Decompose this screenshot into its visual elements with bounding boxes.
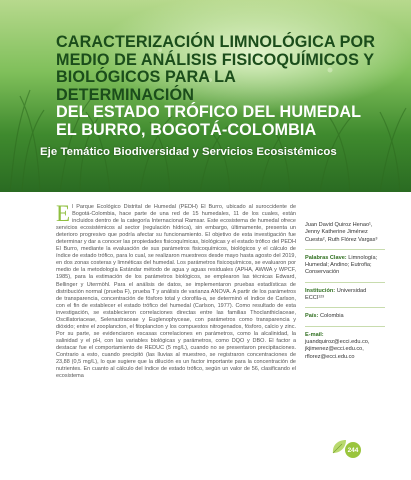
- email-label: E-mail:: [305, 331, 324, 338]
- country-text: Colombia: [319, 313, 344, 320]
- thematic-axis-subtitle: Eje Temático Biodiversidad y Servicios Ecosistémicos: [40, 146, 337, 158]
- author-info-sidebar: [305, 222, 385, 371]
- country-block: [305, 313, 385, 326]
- hero-banner-image: [0, 0, 411, 192]
- title-line-3: BIOLÓGICOS PARA LA DETERMINACIÓN: [56, 68, 236, 104]
- institution-text: Universidad ECCI¹²³: [305, 287, 367, 302]
- email-text: juandquiroz@ecci.edu.co, jkjimenez@ecci.edu.co, rflorez@ecci.edu.co: [305, 338, 370, 360]
- authors-block: [305, 222, 385, 250]
- institution-block: [305, 288, 385, 309]
- keywords-text: Limnología; Humedal; Andino; Eutrofia; Conservación: [305, 254, 378, 276]
- keywords-block: [305, 255, 385, 283]
- country-label: País:: [305, 313, 319, 320]
- authors-list: Juan David Quiroz Henao¹, Jenny Katherine Jiménez Cuesta², Ruth Flórez Vargas³: [305, 222, 378, 243]
- title-line-1: CARACTERIZACIÓN LIMNOLÓGICA POR: [56, 33, 376, 51]
- keywords-label: Palabras Clave:: [305, 254, 347, 261]
- article-title: [56, 34, 376, 140]
- page-number-badge: 244: [345, 442, 361, 458]
- abstract-body: [56, 201, 296, 386]
- abstract-paragraph: [56, 201, 296, 380]
- title-line-5: EL BURRO, BOGOTÁ-COLOMBIA: [56, 120, 317, 139]
- institution-label: Institución:: [305, 287, 336, 294]
- title-line-4: DEL ESTADO TRÓFICO DEL HUMEDAL: [56, 103, 362, 122]
- abstract-text: l Parque Ecológico Distrital de Humedal (PEDH) El Burro, ubicado al suroccidente de Bogotá-Colombia, hace parte de una red de 15 humedales, 11 de los cuales, están incluidos dentro de la categoría Internacional Ramsar. Este ecosistema de humedal ofrece servicios ecosistémicos al sector (regulación hídrica), sin embargo, últimamente, presenta un deterioro progresivo que podría afectar su funcionamiento. El objetivo de esta investigación fue determinar y dar a conocer las propiedades fisicoquímicas, biológicas y el estado trófico del PEDH El Burro, mediante la evaluación de sus parámetros fisicoquímicos, biológicos y el cálculo de índice de estado trófico, para lo cual, se realizaron muestreos desde mayo hasta agosto del 2019, en dos zonas costeras y limnéticas del humedal. Los parámetros fisicoquímicos, se evaluaron por medio de la metodología Estándar método de agua y aguas residuales (APHA, AWWA y WPCF, 1985), para la estimación de los parámetros biológicos, se emplearon las técnicas Edward, Bellinger y Utermöhl. Para el análisis de datos, se implementaron pruebas estadísticas de distribución normal (prueba F), prueba T y análisis de varianza ANOVA. A partir de los parámetros de transparencia, concentración de fósforo total y clorofila-a, se determinó el índice de Carlson, con el fin de establecer el estado trófico del humedal (Carlson, 1977). Como resultado de esta investigación, se establecieron correlaciones directas entre las familias Thoclanthiclaceae, Oscillatoriaceae, Selenastraceae y Euglenophyceae, con parámetros como transparencia y dióxido; entre el zooplancton, el fitoplancton y los compuestos nitrogenados, fósforo, calcio y zinc. Por su parte, se evidenciaron escasas correlaciones en parámetros, como la alcalinidad, la salinidad y el pH, con las variables biológicas y parámetros, como DQO y DBO. El factor a destacar fue el comportamiento de REDUC (5 mg/L), cuando no se presentaron precipitaciones. Contrario a esto, cuando precipitó (las lluvias al muestreo, se registraron concentraciones de 23,88 (0,5 mg/L), lo que sugiere que la dilución es un factor importante para la concentración de nutrientes. En cuanto al cálculo del índice de estado trófico, según un valor de 56, clasificando el ecosistema: [56, 204, 296, 380]
- drop-cap-letter: E: [56, 201, 71, 226]
- email-block: [305, 332, 385, 366]
- title-line-2: MEDIO DE ANÁLISIS FISICOQUÍMICOS Y: [56, 50, 375, 69]
